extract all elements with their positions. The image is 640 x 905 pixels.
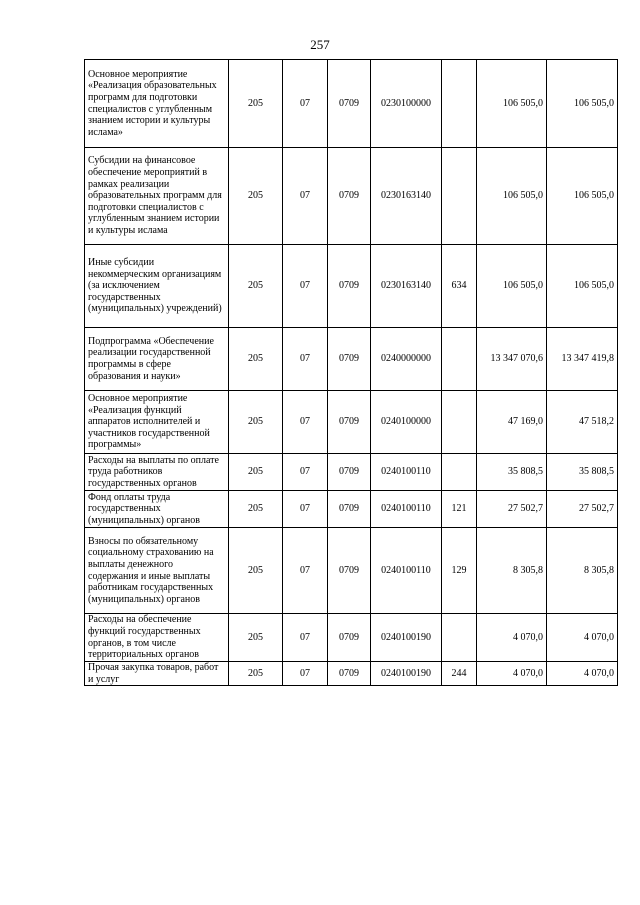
amount-year-2: 106 505,0	[547, 60, 618, 148]
section-code: 07	[283, 391, 328, 454]
target-article-code: 0240100110	[371, 454, 442, 491]
subsection-code: 0709	[328, 614, 371, 662]
row-name: Субсидии на финансовое обеспечение мероприятий в рамках реализации образовательных программ для подготовки специалистов с углубленным знанием истории и культуры ислама	[85, 148, 229, 245]
expense-type-code: 634	[442, 245, 477, 328]
amount-year-1: 4 070,0	[477, 662, 547, 686]
amount-year-2: 4 070,0	[547, 662, 618, 686]
row-name: Прочая закупка товаров, работ и услуг	[85, 662, 229, 686]
ministry-code: 205	[229, 391, 283, 454]
table-row	[85, 60, 618, 148]
expense-type-code: 244	[442, 662, 477, 686]
amount-year-2: 13 347 419,8	[547, 328, 618, 391]
row-name: Иные субсидии некоммерческим организациям (за исключением государственных (муниципальных) учреждений)	[85, 245, 229, 328]
row-name: Фонд оплаты труда государственных (муниципальных) органов	[85, 491, 229, 528]
amount-year-2: 27 502,7	[547, 491, 618, 528]
target-article-code: 0240100000	[371, 391, 442, 454]
target-article-code: 0240100190	[371, 614, 442, 662]
subsection-code: 0709	[328, 245, 371, 328]
ministry-code: 205	[229, 148, 283, 245]
section-code: 07	[283, 528, 328, 614]
section-code: 07	[283, 328, 328, 391]
subsection-code: 0709	[328, 662, 371, 686]
amount-year-1: 4 070,0	[477, 614, 547, 662]
target-article-code: 0230163140	[371, 148, 442, 245]
ministry-code: 205	[229, 528, 283, 614]
target-article-code: 0230100000	[371, 60, 442, 148]
target-article-code: 0240100110	[371, 528, 442, 614]
expense-type-code	[442, 148, 477, 245]
subsection-code: 0709	[328, 528, 371, 614]
row-name: Основное мероприятие «Реализация образовательных программ для подготовки специалистов с углубленным знанием истории и культуры ислама»	[85, 60, 229, 148]
subsection-code: 0709	[328, 148, 371, 245]
amount-year-1: 8 305,8	[477, 528, 547, 614]
table-row	[85, 491, 618, 528]
ministry-code: 205	[229, 491, 283, 528]
subsection-code: 0709	[328, 391, 371, 454]
row-name: Основное мероприятие «Реализация функций аппаратов исполнителей и участников государственной программы»	[85, 391, 229, 454]
subsection-code: 0709	[328, 328, 371, 391]
amount-year-1: 106 505,0	[477, 148, 547, 245]
subsection-code: 0709	[328, 454, 371, 491]
amount-year-1: 27 502,7	[477, 491, 547, 528]
table-row	[85, 148, 618, 245]
amount-year-1: 13 347 070,6	[477, 328, 547, 391]
ministry-code: 205	[229, 60, 283, 148]
subsection-code: 0709	[328, 60, 371, 148]
subsection-code: 0709	[328, 491, 371, 528]
amount-year-1: 106 505,0	[477, 245, 547, 328]
amount-year-2: 4 070,0	[547, 614, 618, 662]
section-code: 07	[283, 614, 328, 662]
amount-year-2: 47 518,2	[547, 391, 618, 454]
target-article-code: 0240100110	[371, 491, 442, 528]
expense-type-code	[442, 60, 477, 148]
expense-type-code	[442, 454, 477, 491]
row-name: Расходы на выплаты по оплате труда работников государственных органов	[85, 454, 229, 491]
expense-type-code: 129	[442, 528, 477, 614]
ministry-code: 205	[229, 245, 283, 328]
table-row	[85, 662, 618, 686]
expense-type-code: 121	[442, 491, 477, 528]
section-code: 07	[283, 148, 328, 245]
row-name: Подпрограмма «Обеспечение реализации государственной программы в сфере образования и науки»	[85, 328, 229, 391]
section-code: 07	[283, 662, 328, 686]
amount-year-2: 35 808,5	[547, 454, 618, 491]
table-row	[85, 454, 618, 491]
amount-year-2: 106 505,0	[547, 245, 618, 328]
ministry-code: 205	[229, 454, 283, 491]
page-number: 257	[310, 37, 330, 52]
target-article-code: 0230163140	[371, 245, 442, 328]
expense-type-code	[442, 614, 477, 662]
section-code: 07	[283, 491, 328, 528]
ministry-code: 205	[229, 328, 283, 391]
expense-type-code	[442, 328, 477, 391]
amount-year-1: 35 808,5	[477, 454, 547, 491]
budget-table	[84, 59, 618, 686]
table-row	[85, 614, 618, 662]
amount-year-1: 106 505,0	[477, 60, 547, 148]
section-code: 07	[283, 245, 328, 328]
expense-type-code	[442, 391, 477, 454]
table-row	[85, 328, 618, 391]
table-row	[85, 391, 618, 454]
target-article-code: 0240000000	[371, 328, 442, 391]
section-code: 07	[283, 454, 328, 491]
ministry-code: 205	[229, 614, 283, 662]
row-name: Взносы по обязательному социальному страхованию на выплаты денежного содержания и иные выплаты работникам государственных (муниципальных) органов	[85, 528, 229, 614]
table-row	[85, 528, 618, 614]
target-article-code: 0240100190	[371, 662, 442, 686]
row-name: Расходы на обеспечение функций государственных органов, в том числе территориальных органов	[85, 614, 229, 662]
amount-year-2: 106 505,0	[547, 148, 618, 245]
amount-year-2: 8 305,8	[547, 528, 618, 614]
amount-year-1: 47 169,0	[477, 391, 547, 454]
ministry-code: 205	[229, 662, 283, 686]
table-row	[85, 245, 618, 328]
section-code: 07	[283, 60, 328, 148]
